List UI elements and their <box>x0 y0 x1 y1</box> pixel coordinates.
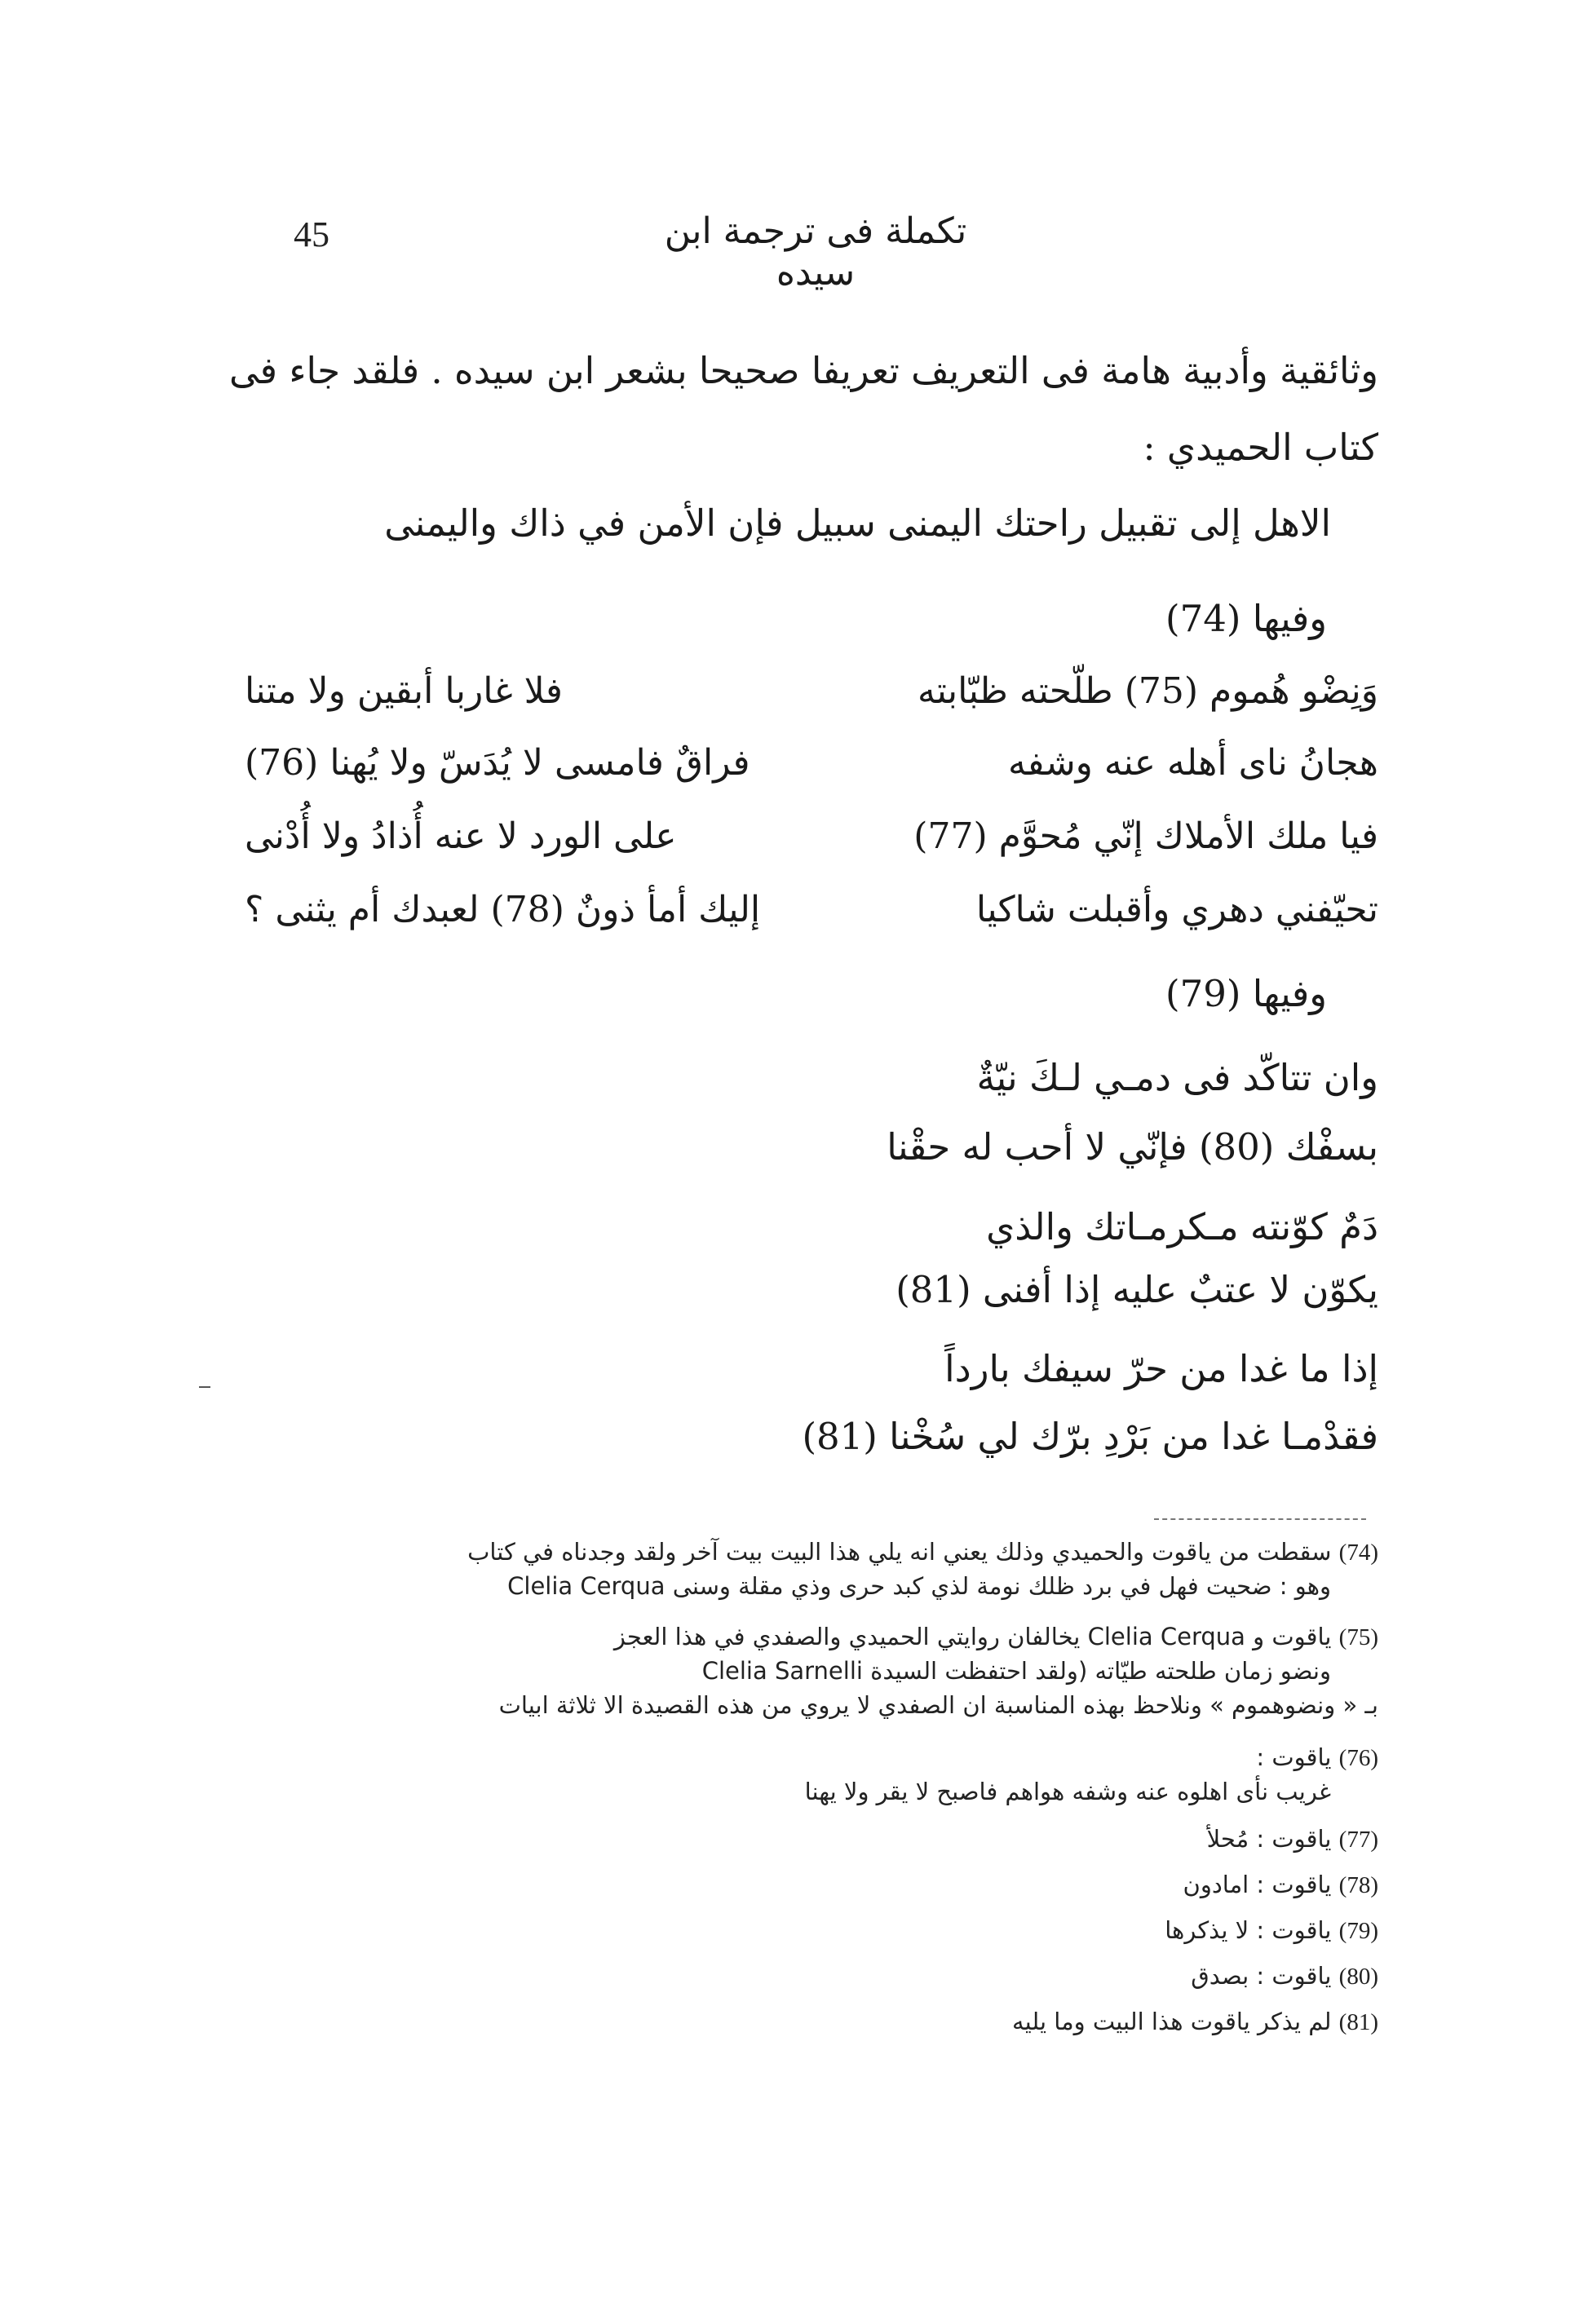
footnote-77 <box>1207 1825 1378 1853</box>
stanza-row-2 <box>245 742 1378 784</box>
verse-2-line-1: وان تتاكّد فى دمـي لـكَ نيّةٌ <box>976 1056 1378 1099</box>
hemistich-a: هجانُ ناى أهله عنه وشفه <box>1007 742 1378 784</box>
running-title: تكملة فى ترجمة ابن سيده <box>664 210 967 294</box>
hemistich-a: وَنِضْو هُموم (75) طلّحته ظبّابته <box>918 670 1378 712</box>
intro-line-1: وثائقية وأدبية هامة فى التعريف تعريفا صحيحا بشعر ابن سيده . فلقد جاء فى <box>229 349 1378 392</box>
footnote-number: (78) <box>1338 1872 1378 1898</box>
footnote-75-line-3: بـ « ونضوهموم » ونلاحظ بهذه المناسبة ان الصفدي لا يروي من هذه القصيدة الا ثلاثة ابيات <box>498 1691 1378 1719</box>
footnote-74-line-2: Clelia Cerqua وهو : ضحيت فهل في برد ظلك نومة لذي كبد حرى وذي مقلة وسنى <box>507 1572 1331 1600</box>
footnote-75-line-1 <box>614 1623 1378 1651</box>
footnote-number: (81) <box>1338 2009 1378 2035</box>
footnote-text: لم يذكر ياقوت هذا البيت وما يليه <box>1012 2008 1332 2035</box>
verse-3-line-2: يكوّن لا عتبٌ عليه إذا أفنى (81) <box>896 1268 1378 1311</box>
hemistich-b: فلا غاربا أبقين ولا متنا <box>245 670 563 712</box>
intro-paragraph <box>229 349 1378 392</box>
footnote-text: ياقوت : لا يذكرها <box>1165 1916 1332 1944</box>
intro-line-2-block <box>1143 426 1378 469</box>
footnote-75-line-2: ونضو زمان طلحته طيّاته (ولقد احتفظت السيدة Clelia Sarnelli <box>701 1657 1331 1685</box>
verse-1: الاهل إلى تقبيل راحتك اليمنى سبيل فإن الأمن في ذاك واليمنى <box>384 501 1331 545</box>
hemistich-b: فراقٌ فامسى لا يُدَسّ ولا يُهنا (76) <box>245 742 750 784</box>
hemistich-b: إليك أمأ ذونٌ (78) لعبدك أم يثنى ؟ <box>245 889 761 930</box>
footnote-number: (74) <box>1338 1540 1378 1566</box>
intro-line-2: كتاب الحميدي : <box>1143 426 1378 469</box>
hemistich-b: على الورد لا عنه أُذادُ ولا أُدْنى <box>245 815 677 857</box>
stanza-row-1 <box>245 670 1378 712</box>
footnote-text: ياقوت : <box>1256 1743 1332 1771</box>
footnote-number: (79) <box>1338 1918 1378 1944</box>
footnote-number: (76) <box>1338 1745 1378 1771</box>
footnote-74-line-1 <box>467 1538 1378 1566</box>
page-number: 45 <box>294 214 329 254</box>
verse-3-line-1: دَمٌ كوّنته مـكرمـاتك والذي <box>986 1205 1378 1248</box>
footnote-78 <box>1183 1871 1378 1899</box>
footnote-80 <box>1191 1962 1378 1990</box>
footnote-number: (75) <box>1338 1624 1378 1650</box>
footnote-79 <box>1165 1916 1378 1945</box>
verse-2-line-2: بسفْك (80) فإنّي لا أحب له حقْنا <box>887 1125 1378 1169</box>
margin-mark <box>199 1386 210 1388</box>
footnote-text: ياقوت و Clelia Cerqua يخالفان روايتي الحميدي والصفدي في هذا العجز <box>613 1623 1332 1650</box>
footnote-separator <box>1154 1518 1366 1520</box>
footnote-text: ياقوت : بصدق <box>1191 1962 1332 1990</box>
and-in-it-79: وفيها (79) <box>1165 972 1327 1015</box>
hemistich-a: تحيّفني دهري وأقبلت شاكيا <box>975 889 1378 930</box>
footnote-number: (77) <box>1338 1827 1378 1853</box>
stanza-row-3 <box>245 815 1378 857</box>
stanza-row-4 <box>245 889 1378 930</box>
verse-4-line-1: إذا ما غدا من حرّ سيفك بارداً <box>944 1347 1378 1390</box>
hemistich-a: فيا ملك الأملاك إنّي مُحوَّم (77) <box>913 815 1378 857</box>
and-in-it-74: وفيها (74) <box>1165 597 1327 640</box>
footnote-76-line-1 <box>1256 1743 1378 1772</box>
footnote-text: ياقوت : امادون <box>1183 1871 1332 1898</box>
footnote-text: سقطت من ياقوت والحميدي وذلك يعني انه يلي هذا البيت بيت آخر ولقد وجدناه في كتاب <box>467 1538 1332 1566</box>
footnote-number: (80) <box>1338 1964 1378 1990</box>
verse-4-line-2: فقدْمـا غدا من بَرْدِ برّك لي سُخْنا (81) <box>802 1415 1378 1458</box>
footnote-81 <box>1012 2008 1378 2036</box>
footnote-76-line-2: غريب نأى اهلوه عنه وشفه هواهم فاصبح لا يقر ولا يهنا <box>804 1778 1331 1805</box>
footnote-text: ياقوت : مُحلأ <box>1206 1825 1332 1853</box>
